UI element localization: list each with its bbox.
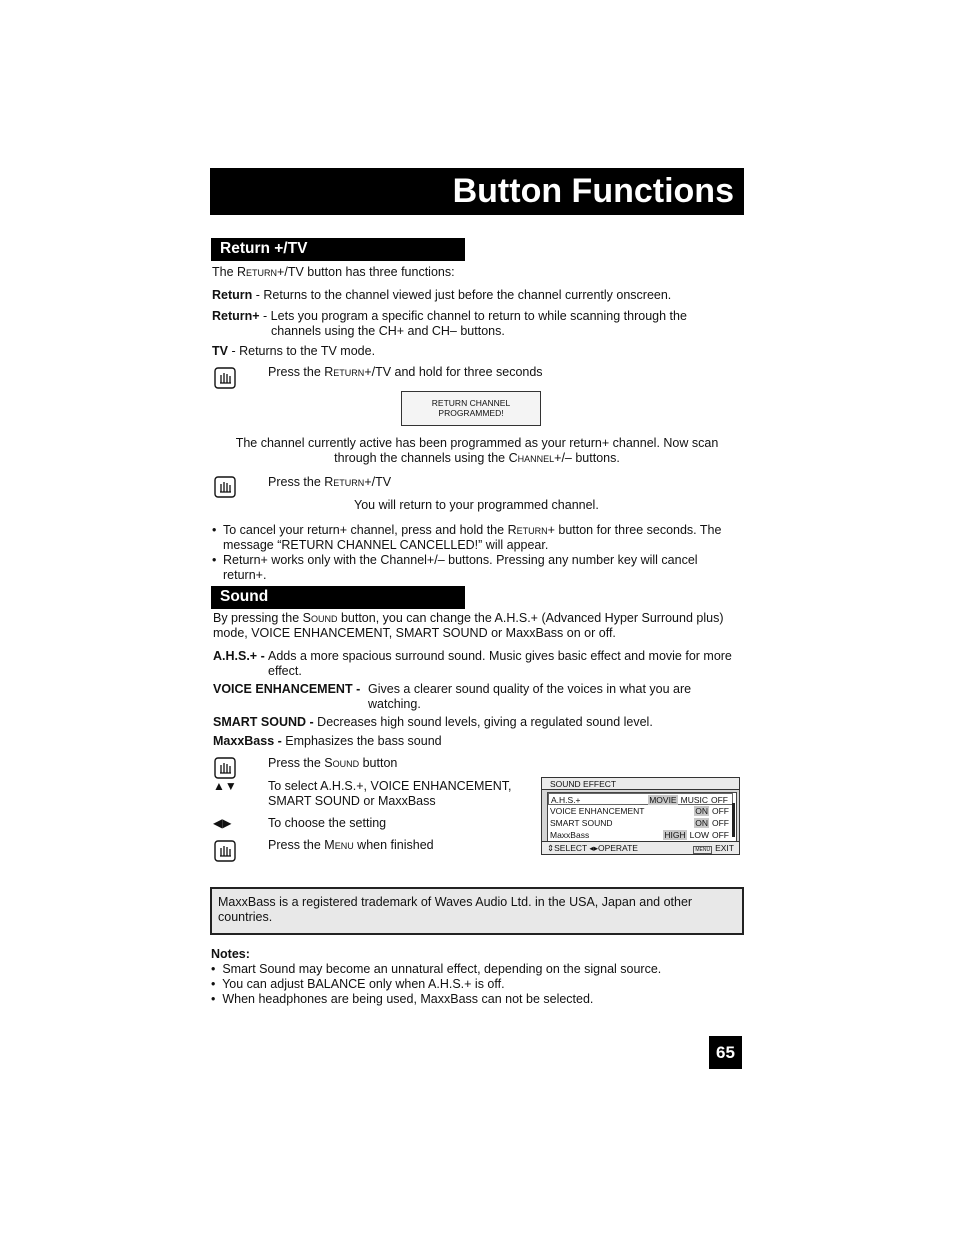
ahs-text-cont: effect. [268, 664, 302, 678]
return-bullet-2: • Return+ works only with the Channel+/– buttons. Pressing any number key will cancel [212, 553, 698, 567]
returnplus-definition: Return+ - Lets you program a specific channel to return to while scanning through the [212, 309, 687, 323]
remote-press-hand-icon [213, 366, 237, 390]
sound-step2-cont: SMART SOUND or MaxxBass [268, 794, 436, 808]
return-definition: Return - Returns to the channel viewed just before the channel currently onscreen. [212, 288, 672, 302]
return-intro: The Return+/TV button has three functions: [212, 265, 455, 279]
remote-press-hand-icon [213, 839, 237, 863]
sound-intro-cont: mode, VOICE ENHANCEMENT, SMART SOUND or MaxxBass on or off. [213, 626, 616, 640]
voice-text: Gives a clearer sound quality of the voices in what you are [368, 682, 692, 696]
section-heading-sound: Sound [211, 586, 465, 609]
trademark-note-line1: MaxxBass is a registered trademark of Waves Audio Ltd. in the USA, Japan and other [218, 895, 693, 909]
notes-item: • Smart Sound may become an unnatural effect, depending on the signal source. [211, 962, 662, 976]
page-number: 65 [709, 1036, 742, 1069]
page-title: Button Functions [452, 172, 734, 210]
tv-definition: TV - Returns to the TV mode. [212, 344, 376, 358]
sound-step2: To select A.H.S.+, VOICE ENHANCEMENT, [268, 779, 512, 793]
remote-press-hand-icon [213, 756, 237, 780]
ahs-text: Adds a more spacious surround sound. Music gives basic effect and movie for more [268, 649, 732, 663]
return-note1: The channel currently active has been programmed as your return+ channel. Now scan [235, 436, 719, 450]
sound-intro: By pressing the Sound button, you can change the A.H.S.+ (Advanced Hyper Surround plus) [213, 611, 724, 625]
sound-effect-menu-body [547, 792, 737, 842]
sound-step4: Press the Menu when finished [268, 838, 434, 852]
smart-sound-definition: SMART SOUND - Decreases high sound levels, giving a regulated sound level. [213, 715, 653, 729]
maxxbass-definition: MaxxBass - Emphasizes the bass sound [213, 734, 442, 748]
trademark-note-line2: countries. [218, 910, 273, 924]
return-bullet-1: • To cancel your return+ channel, press and hold the Return+ button for three seconds. The [212, 523, 722, 537]
return-note2: You will return to your programmed channel. [354, 498, 599, 512]
operate-arrows-icon: ◂▸ [589, 843, 598, 853]
sound-effect-menu-header: SOUND EFFECT [542, 778, 739, 790]
notes-heading: Notes: [211, 947, 250, 961]
voice-label: VOICE ENHANCEMENT - [213, 682, 361, 696]
remote-press-hand-icon [213, 475, 237, 499]
menu-row-smart-sound[interactable]: SMART SOUND ON OFF [550, 818, 729, 828]
notes-item: • When headphones are being used, MaxxBass can not be selected. [211, 992, 594, 1006]
sound-effect-menu [541, 777, 740, 855]
section-heading-return: Return +/TV [211, 238, 465, 261]
notes-item: • You can adjust BALANCE only when A.H.S.+ is off. [211, 977, 505, 991]
returnplus-definition-cont: channels using the CH+ and CH– buttons. [271, 324, 505, 338]
return-bullet-2-cont: return+. [223, 568, 267, 582]
menu-row-maxxbass[interactable]: MaxxBass HIGH LOW OFF [550, 830, 729, 840]
sound-effect-menu-footer: ⇕SELECT ◂▸OPERATE MENU EXIT [542, 841, 739, 854]
page-title-bar [210, 168, 744, 215]
ahs-label: A.H.S.+ - [213, 649, 265, 663]
menu-exit: MENU EXIT [695, 843, 734, 853]
menu-row-ahs[interactable]: A.H.S.+ MOVIE MUSIC OFF [548, 793, 733, 805]
menu-row-voice-enhancement[interactable]: VOICE ENHANCEMENT ON OFF [550, 806, 729, 816]
return-note1-cont: through the channels using the Channel+/– buttons. [334, 451, 620, 465]
voice-text-cont: watching. [368, 697, 421, 711]
menu-key-icon: MENU [695, 847, 711, 853]
return-bullet-1-cont: message “RETURN CHANNEL CANCELLED!” will appear. [223, 538, 549, 552]
trademark-note-box [210, 887, 744, 935]
sound-step1: Press the Sound button [268, 756, 398, 770]
sound-step3: To choose the setting [268, 816, 387, 830]
return-step1: Press the Return+/TV and hold for three seconds [268, 365, 543, 379]
osd-return-programmed: RETURN CHANNEL PROGRAMMED! [401, 391, 541, 426]
left-right-arrows-icon: ◀▶ [213, 816, 232, 830]
return-step2: Press the Return+/TV [268, 475, 392, 489]
menu-scrollbar [732, 803, 735, 837]
up-down-arrows-icon: ▲▼ [213, 779, 237, 793]
select-arrows-icon: ⇕ [547, 843, 555, 853]
